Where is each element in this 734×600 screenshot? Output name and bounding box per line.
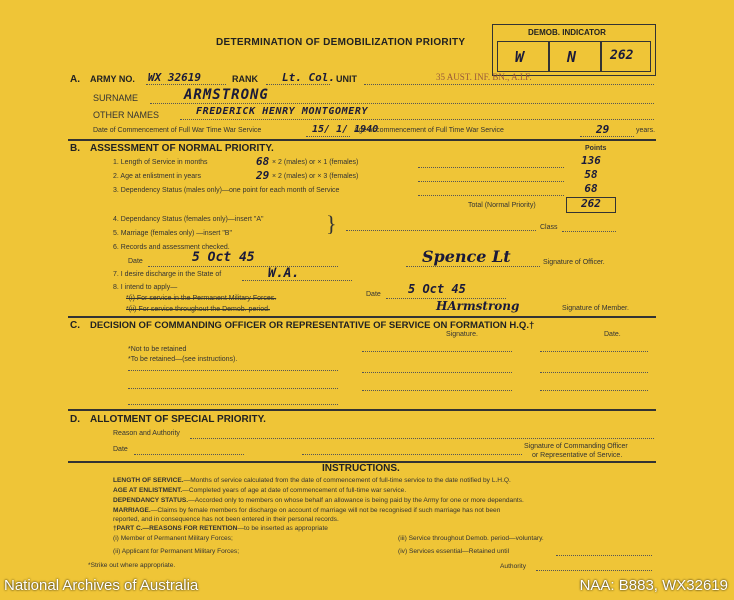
total-box — [566, 197, 616, 213]
officer-signature: Spence Lt — [422, 247, 511, 266]
instr-option-4: (iv) Services essential—Retained until — [398, 548, 510, 555]
army-no-value: WX 32619 — [148, 71, 201, 84]
b-line3-points: 68 — [584, 182, 598, 195]
instructions-title: INSTRUCTIONS. — [322, 463, 400, 474]
b-line8-date-value: 5 Oct 45 — [408, 282, 466, 296]
instr-option-2: (ii) Applicant for Permanent Military Forces; — [113, 548, 240, 555]
section-d-letter: D. — [70, 414, 80, 425]
total-value: 262 — [581, 197, 601, 210]
section-d-title: ALLOTMENT OF SPECIAL PRIORITY. — [90, 414, 266, 425]
points-label: Points — [585, 145, 607, 152]
instr-marriage: MARRIAGE.—Claims by female members for discharge on account of marriage will not be recognised if such marriage has not been — [113, 507, 501, 514]
b-line6-label: 6. Records and assessment checked. — [113, 244, 230, 251]
b-line1-label: 1. Length of Service in months — [113, 159, 208, 166]
b-line7-label: 7. I desire discharge in the State of — [113, 271, 222, 278]
surname-value: ARMSTRONG — [184, 87, 269, 103]
b-line2-points: 58 — [584, 168, 598, 181]
officer-signature-label: Signature of Officer. — [543, 259, 605, 266]
discharge-state: W.A. — [268, 266, 300, 281]
age-value: 29 — [596, 123, 610, 136]
section-c-title: DECISION OF COMMANDING OFFICER OR REPRESENTATIVE OF SERVICE ON FORMATION H.Q.† — [90, 320, 535, 331]
form-title: DETERMINATION OF DEMOBILIZATION PRIORITY — [216, 37, 466, 48]
rank-label: RANK — [232, 74, 258, 84]
b-line2-multiplier: × 2 (males) or × 3 (females) — [272, 173, 359, 180]
c-not-retained: *Not to be retained — [128, 346, 187, 353]
demob-value-1: W — [515, 48, 525, 66]
b-line2-label: 2. Age at enlistment in years — [113, 173, 201, 180]
class-label: Class — [540, 224, 558, 231]
section-b-letter: B. — [70, 143, 80, 154]
c-retained: *To be retained—(see instructions). — [128, 356, 238, 363]
instr-age-at-enlistment: AGE AT ENLISTMENT.—Completed years of age at date of commencement of full-time war service. — [113, 487, 407, 494]
instr-part-c: †PART C.—REASONS FOR RETENTION—to be inserted as appropriate — [113, 525, 328, 532]
d-signature-line-2: or Representative of Service. — [532, 452, 623, 459]
instr-option-3: (iii) Service throughout Demob. period—voluntary. — [398, 535, 544, 542]
total-label: Total (Normal Priority) — [468, 202, 536, 209]
rank-value: Lt. Col. — [282, 71, 335, 84]
d-signature-line-1: Signature of Commanding Officer — [524, 443, 628, 450]
b-line5-label: 5. Marriage (females only) —insert "B" — [113, 230, 232, 237]
b-line6-date-label: Date — [128, 258, 143, 265]
age-label: Age at commencement of Full Time War Service — [354, 127, 504, 134]
d-reason-label: Reason and Authority — [113, 430, 180, 437]
instr-dependancy-status: DEPENDANCY STATUS.—Accorded only to members on whose behalf an allowance is being paid by the Army for one or more dependants. — [113, 497, 524, 504]
years-label: years. — [636, 127, 656, 134]
surname-label: SURNAME — [93, 93, 139, 103]
instr-option-1: (i) Member of Permanent Military Forces; — [113, 535, 233, 542]
section-c-letter: C. — [70, 320, 80, 331]
other-names-value: FREDERICK HENRY MONTGOMERY — [196, 106, 369, 117]
commencement-label: Date of Commencement of Full War Time War Service — [93, 127, 262, 134]
unit-label: UNIT — [336, 74, 357, 84]
unit-stamp: 35 AUST. INF. BN., A.I.F. — [436, 72, 532, 82]
other-names-label: OTHER NAMES — [93, 110, 160, 120]
b-line1-points: 136 — [581, 154, 601, 167]
c-signature-label: Signature. — [446, 331, 478, 338]
archive-footer-left: National Archives of Australia — [4, 577, 199, 594]
b-line6-date-value: 5 Oct 45 — [192, 250, 255, 265]
section-b-title: ASSESSMENT OF NORMAL PRIORITY. — [90, 143, 274, 154]
b-line8-option-i: *(i) For service in the Permanent Military Forces. — [126, 295, 277, 302]
section-a-letter: A. — [70, 74, 80, 85]
archive-footer-right: NAA: B883, WX32619 — [579, 577, 728, 594]
demob-indicator-label: DEMOB. INDICATOR — [528, 28, 606, 37]
b-line2-value: 29 — [256, 169, 270, 182]
b-line8-label: 8. I intend to apply— — [113, 284, 178, 291]
b-line3-label: 3. Dependency Status (males only)—one point for each month of Service — [113, 187, 340, 194]
brace-icon: } — [326, 211, 337, 236]
b-line4-label: 4. Dependancy Status (females only)—insert "A" — [113, 216, 264, 223]
b-line8-date-label: Date — [366, 291, 381, 298]
member-signature-label: Signature of Member. — [562, 305, 629, 312]
member-signature: HArmstrong — [436, 299, 520, 313]
b-line1-value: 68 — [256, 155, 270, 168]
d-date-label: Date — [113, 446, 128, 453]
instr-authority: Authority — [500, 563, 527, 570]
demob-value-3: 262 — [610, 48, 634, 63]
commencement-value: 15/ 1/ 1940 — [312, 124, 379, 135]
strike-out-note: *Strike out where appropriate. — [88, 562, 176, 569]
army-no-label: ARMY NO. — [90, 74, 135, 84]
c-date-label: Date. — [604, 331, 621, 338]
b-line1-multiplier: × 2 (males) or × 1 (females) — [272, 159, 359, 166]
demob-value-2: N — [567, 48, 577, 66]
b-line8-option-ii: *(ii) For service throughout the Demob. period. — [126, 306, 270, 313]
instr-marriage-cont: reported, and in consequence has not been entered in their personal records. — [113, 516, 339, 523]
instr-length-of-service: LENGTH OF SERVICE.—Months of service calculated from the date of commencement of full-time service to the date notified by L.H.Q. — [113, 477, 511, 484]
